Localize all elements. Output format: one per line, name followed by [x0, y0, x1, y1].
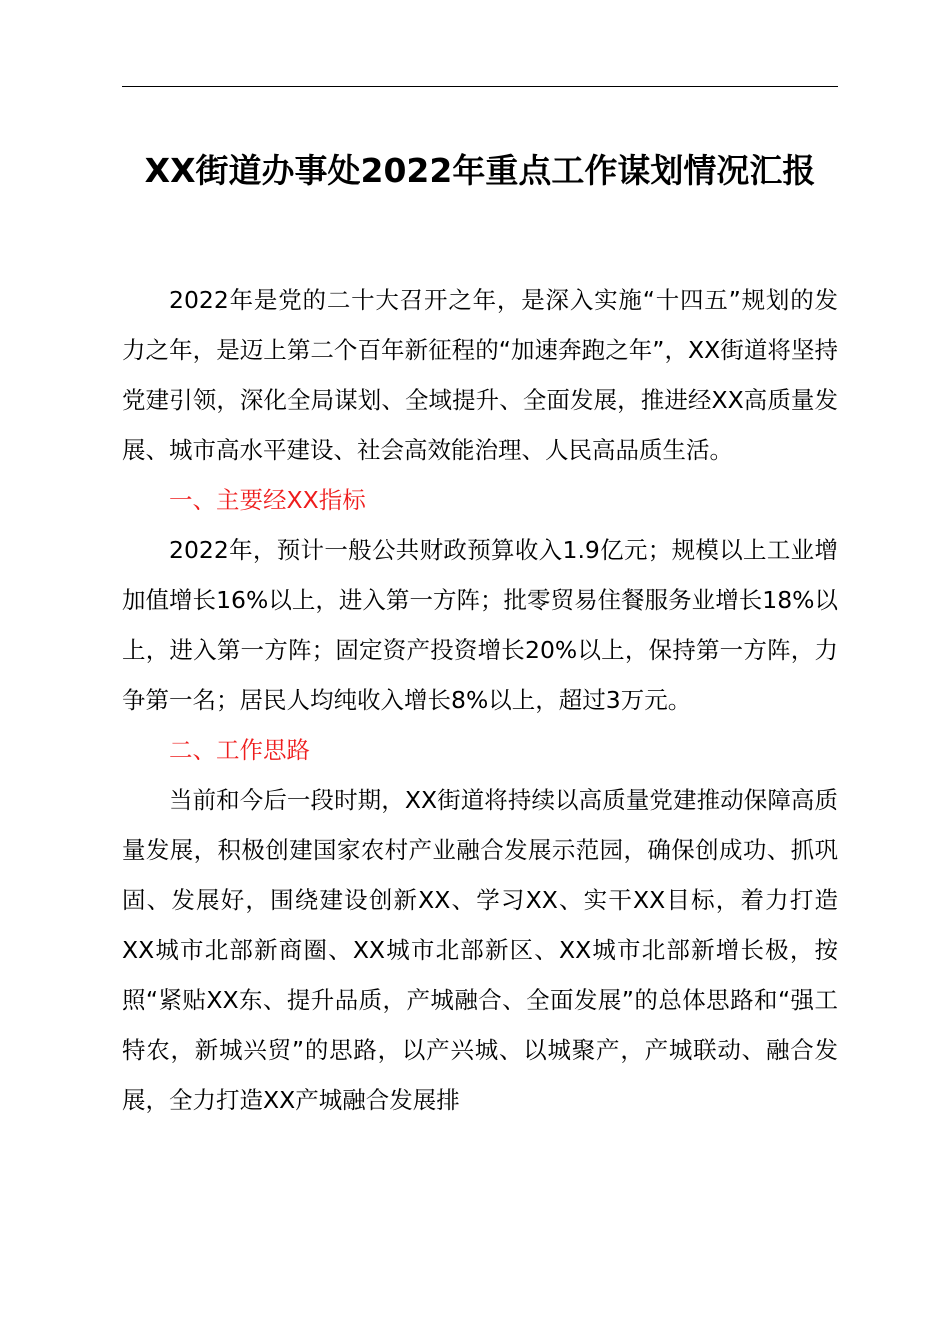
document-body: [122, 275, 838, 1125]
section-heading-work-approach: 二、工作思路: [169, 736, 310, 764]
header-rule: [122, 86, 838, 87]
paragraph-intro: 2022年是党的二十大召开之年，是深入实施“十四五”规划的发力之年，是迈上第二个百年新征程的“加速奔跑之年”，XX街道将坚持党建引领，深化全局谋划、全域提升、全面发展，推进经XX高质量发展、城市高水平建设、社会高效能治理、人民高品质生活。: [122, 286, 838, 464]
document-title: XX街道办事处2022年重点工作谋划情况汇报: [144, 151, 816, 190]
paragraph-indicators: 2022年，预计一般公共财政预算收入1.9亿元；规模以上工业增加值增长16%以上，进入第一方阵；批零贸易住餐服务业增长18%以上，进入第一方阵；固定资产投资增长20%以上，保持第一方阵，力争第一名；居民人均纯收入增长8%以上，超过3万元。: [122, 536, 838, 714]
section-heading-main-indicators: 一、主要经XX指标: [169, 486, 366, 514]
paragraph-work-approach: 当前和今后一段时期，XX街道将持续以高质量党建推动保障高质量发展，积极创建国家农村产业融合发展示范园，确保创成功、抓巩固、发展好，围绕建设创新XX、学习XX、实干XX目标，着力打造XX城市北部新商圈、XX城市北部新区、XX城市北部新增长极，按照“紧贴XX东、提升品质，产城融合、全面发展”的总体思路和“强工特农，新城兴贸”的思路，以产兴城、以城聚产，产城联动、融合发展，全力打造XX产城融合发展排: [122, 786, 838, 1114]
